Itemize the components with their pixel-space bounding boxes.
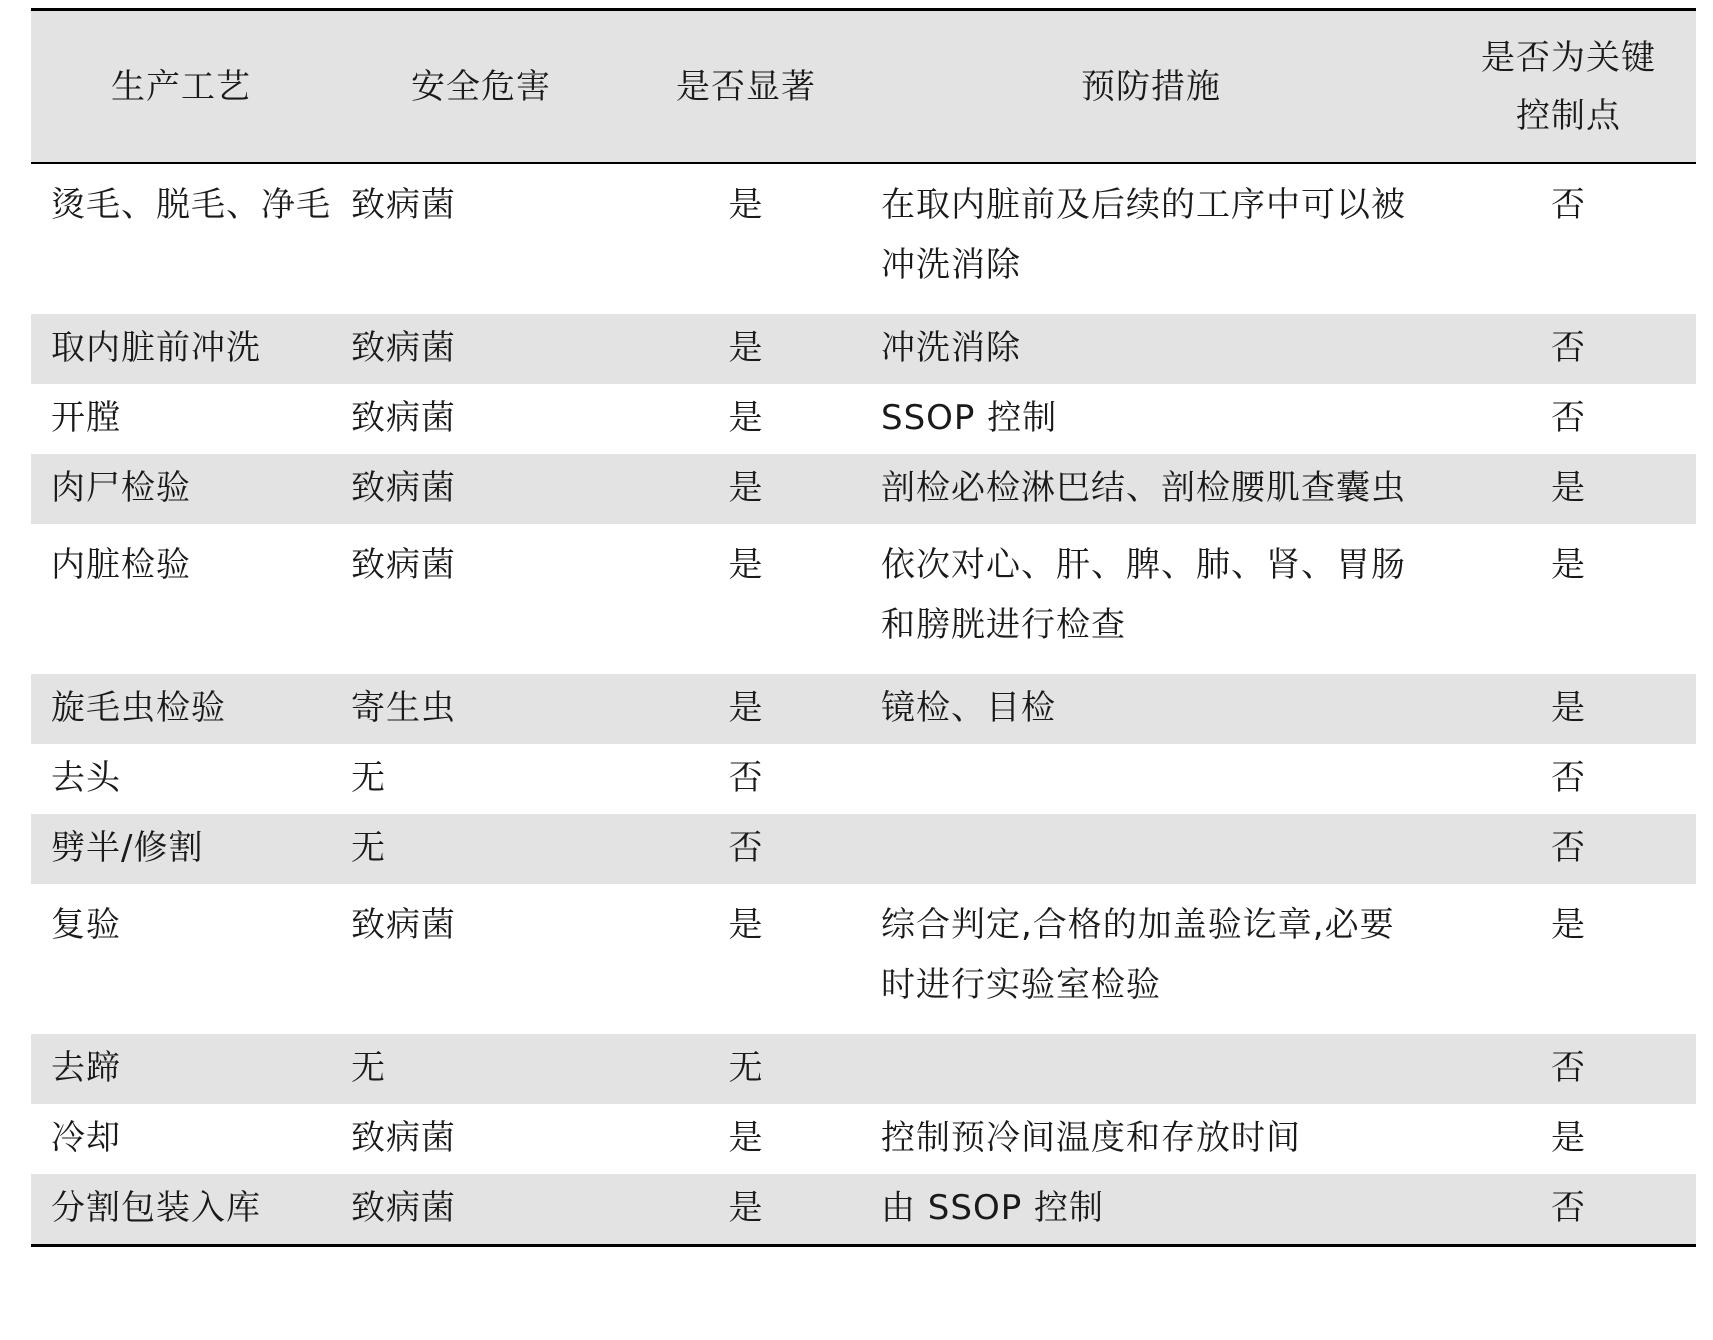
cell-significant: 是 bbox=[728, 905, 764, 945]
cell-ccp: 是 bbox=[1551, 688, 1586, 728]
cell-measure: 依次对心、肝、脾、肺、肾、胃肠和膀胱进行检查 bbox=[881, 545, 1406, 645]
header-hazard: 安全危害 bbox=[331, 10, 631, 164]
cell-significant: 是 bbox=[728, 688, 764, 728]
cell-hazard: 致病菌 bbox=[351, 328, 456, 368]
haccp-table-container bbox=[31, 8, 1696, 1247]
cell-ccp: 否 bbox=[1551, 185, 1586, 225]
cell-significant: 是 bbox=[728, 545, 764, 585]
cell-ccp: 否 bbox=[1551, 1048, 1586, 1088]
cell-ccp: 否 bbox=[1551, 758, 1586, 798]
table-row bbox=[31, 1104, 1696, 1174]
cell-ccp: 否 bbox=[1551, 328, 1586, 368]
cell-significant: 否 bbox=[728, 758, 764, 798]
cell-measure: SSOP 控制 bbox=[881, 398, 1058, 438]
cell-hazard: 致病菌 bbox=[351, 905, 456, 945]
table-row bbox=[31, 454, 1696, 524]
cell-ccp: 否 bbox=[1441, 1174, 1696, 1246]
cell-step: 开膛 bbox=[51, 398, 121, 438]
cell-measure: 剖检必检淋巴结、剖检腰肌查囊虫 bbox=[881, 468, 1406, 508]
table-row bbox=[31, 163, 1696, 314]
cell-step: 内脏检验 bbox=[51, 545, 191, 585]
table-row bbox=[31, 384, 1696, 454]
cell-ccp: 是 bbox=[1551, 1118, 1586, 1158]
cell-step: 取内脏前冲洗 bbox=[51, 328, 261, 368]
cell-step: 复验 bbox=[51, 905, 121, 945]
table-header bbox=[31, 10, 1696, 164]
table-row bbox=[31, 1034, 1696, 1104]
cell-hazard: 致病菌 bbox=[351, 1118, 456, 1158]
cell-step: 肉尸检验 bbox=[51, 468, 191, 508]
cell-ccp: 是 bbox=[1551, 468, 1586, 508]
cell-step: 冷却 bbox=[51, 1118, 121, 1158]
cell-measure: 由 SSOP 控制 bbox=[861, 1174, 1441, 1246]
cell-step: 去头 bbox=[51, 758, 121, 798]
cell-measure bbox=[861, 814, 1441, 884]
cell-significant: 是 bbox=[728, 398, 764, 438]
cell-measure bbox=[861, 744, 1441, 814]
cell-step: 去蹄 bbox=[51, 1048, 121, 1088]
header-ccp-line2: 控制点 bbox=[1516, 95, 1621, 136]
header-step: 生产工艺 bbox=[31, 10, 331, 164]
cell-step: 旋毛虫检验 bbox=[51, 688, 226, 728]
cell-hazard: 寄生虫 bbox=[351, 688, 456, 728]
cell-hazard: 无 bbox=[351, 758, 386, 798]
cell-significant: 是 bbox=[728, 1118, 764, 1158]
table-row bbox=[31, 314, 1696, 384]
cell-ccp: 否 bbox=[1551, 828, 1586, 868]
cell-step: 分割包装入库 bbox=[31, 1174, 331, 1246]
cell-measure: 镜检、目检 bbox=[881, 688, 1056, 728]
cell-ccp: 否 bbox=[1551, 398, 1586, 438]
table-row bbox=[31, 674, 1696, 744]
table-body bbox=[31, 163, 1696, 1246]
cell-measure: 控制预冷间温度和存放时间 bbox=[881, 1118, 1301, 1158]
cell-ccp: 是 bbox=[1551, 905, 1586, 945]
cell-significant: 否 bbox=[728, 828, 764, 868]
header-ccp-line1: 是否为关键 bbox=[1481, 37, 1656, 78]
header-measure: 预防措施 bbox=[861, 10, 1441, 164]
cell-significant: 是 bbox=[631, 1174, 861, 1246]
cell-hazard: 无 bbox=[351, 1048, 386, 1088]
table-row bbox=[31, 814, 1696, 884]
table-row bbox=[31, 524, 1696, 674]
cell-hazard: 致病菌 bbox=[351, 545, 456, 585]
cell-measure: 综合判定,合格的加盖验讫章,必要时进行实验室检验 bbox=[881, 905, 1395, 1005]
cell-significant: 是 bbox=[728, 468, 764, 508]
header-significant: 是否显著 bbox=[631, 10, 861, 164]
haccp-table bbox=[31, 8, 1696, 1247]
cell-hazard: 致病菌 bbox=[351, 185, 456, 225]
header-row bbox=[31, 10, 1696, 164]
cell-measure bbox=[861, 1034, 1441, 1104]
cell-step: 烫毛、脱毛、净毛 bbox=[51, 185, 331, 225]
cell-hazard: 致病菌 bbox=[331, 1174, 631, 1246]
cell-measure: 在取内脏前及后续的工序中可以被冲洗消除 bbox=[881, 185, 1406, 285]
cell-significant: 是 bbox=[728, 185, 764, 225]
cell-significant: 无 bbox=[728, 1048, 764, 1088]
cell-hazard: 致病菌 bbox=[351, 398, 456, 438]
cell-hazard: 无 bbox=[351, 828, 386, 868]
cell-ccp: 是 bbox=[1551, 545, 1586, 585]
cell-hazard: 致病菌 bbox=[351, 468, 456, 508]
table-row bbox=[31, 1174, 1696, 1246]
table-row bbox=[31, 744, 1696, 814]
cell-significant: 是 bbox=[728, 328, 764, 368]
table-row bbox=[31, 884, 1696, 1034]
cell-measure: 冲洗消除 bbox=[881, 328, 1021, 368]
header-ccp bbox=[1441, 10, 1696, 164]
cell-step: 劈半/修割 bbox=[51, 828, 204, 868]
